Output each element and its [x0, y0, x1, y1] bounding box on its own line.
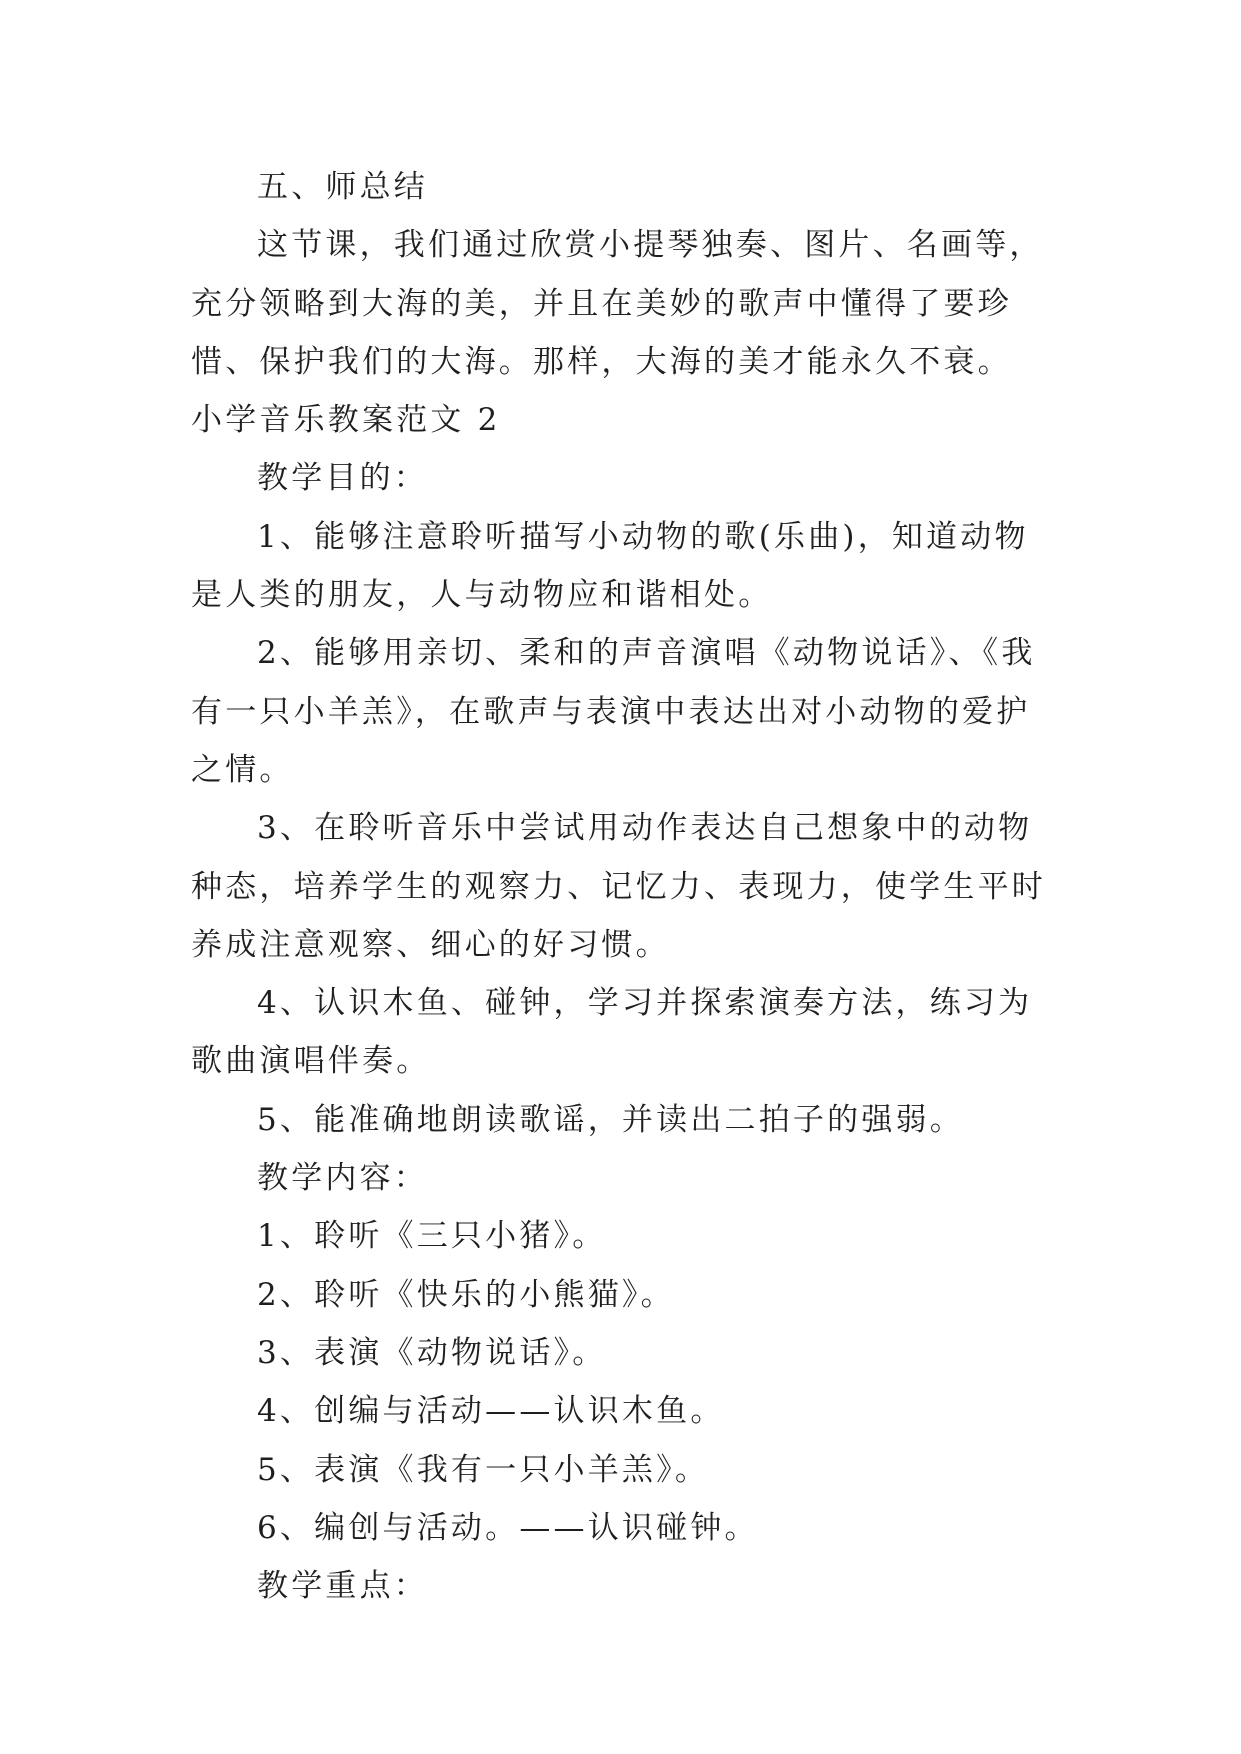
section-heading-objectives: 教学目的：	[257, 460, 428, 497]
objective-item-1: 1、能够注意聆听描写小动物的歌(乐曲)，知道动物是人类的朋友，人与动物应和谐相处。	[191, 518, 1029, 614]
content-item-1: 1、聆听《三只小猪》。	[257, 1218, 607, 1255]
objective-item-5: 5、能准确地朗读歌谣，并读出二拍子的强弱。	[257, 1101, 964, 1138]
content-item-3: 3、表演《动物说话》。	[257, 1334, 607, 1371]
content-item-6: 6、编创与活动。——认识碰钟。	[257, 1509, 759, 1546]
section-heading-content: 教学内容：	[257, 1160, 428, 1197]
document-body	[191, 158, 1051, 1615]
objective-item-4: 4、认识木鱼、碰钟，学习并探索演奏方法，练习为歌曲演唱伴奏。	[191, 985, 1033, 1080]
objective-item-3: 3、在聆听音乐中尝试用动作表达自己想象中的动物种态，培养学生的观察力、记忆力、表现力，使学生平时养成注意观察、细心的好习惯。	[191, 810, 1046, 963]
content-item-4: 4、创编与活动——认识木鱼。	[257, 1393, 725, 1430]
content-item-2: 2、聆听《快乐的小熊猫》。	[257, 1276, 675, 1313]
objective-item-2: 2、能够用亲切、柔和的声音演唱《动物说话》、《我有一只小羊羔》，在歌声与表演中表达出对小动物的爱护之情。	[191, 635, 1036, 788]
document-title: 小学音乐教案范文 2	[191, 402, 501, 439]
section-heading-summary: 五、师总结	[257, 169, 428, 205]
summary-paragraph: 这节课，我们通过欣赏小提琴独奏、图片、名画等，充分领略到大海的美，并且在美妙的歌声中懂得了要珍惜、保护我们的大海。那样，大海的美才能永久不衰。	[191, 227, 1044, 380]
content-item-5: 5、表演《我有一只小羊羔》。	[257, 1451, 710, 1488]
section-heading-key-points: 教学重点：	[257, 1568, 428, 1605]
